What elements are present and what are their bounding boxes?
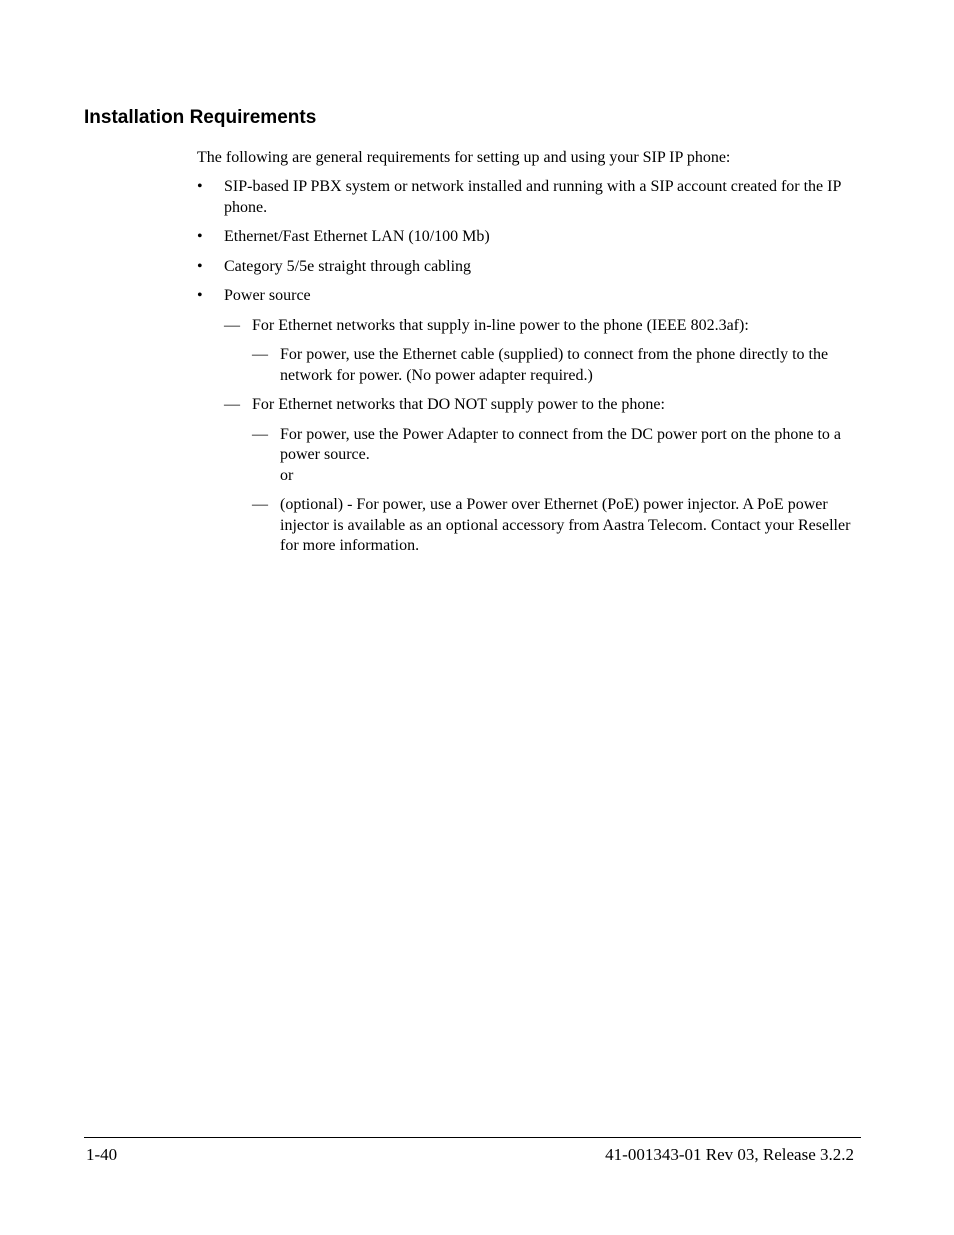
- list-item: [224, 395, 857, 557]
- bullet-icon: •: [197, 228, 203, 245]
- list-item: [252, 425, 857, 487]
- intro-paragraph: The following are general requirements for setting up and using your SIP IP phone:: [197, 149, 731, 166]
- bullet-icon: •: [197, 178, 203, 195]
- dash-icon: —: [224, 316, 240, 334]
- dash-icon: —: [224, 396, 240, 413]
- power-adapter-text: For power, use the Power Adapter to connect from the DC power port on the phone to a power source.: [280, 425, 841, 463]
- power-source-list: [224, 316, 857, 557]
- dash-icon: —: [252, 496, 268, 513]
- requirement-text: SIP-based IP PBX system or network installed and running with a SIP account created for the IP phone.: [224, 178, 841, 216]
- list-item: [224, 316, 857, 387]
- requirements-list: [197, 177, 857, 566]
- dash-icon: —: [252, 425, 268, 443]
- inline-power-label: For Ethernet networks that supply in-line power to the phone (IEEE 802.3af):: [252, 316, 749, 334]
- inline-power-list: [252, 345, 857, 386]
- bullet-icon: •: [197, 257, 203, 275]
- dash-icon: —: [252, 346, 268, 363]
- list-item: [252, 345, 857, 386]
- list-item: [252, 495, 857, 557]
- requirement-text: Category 5/5e straight through cabling: [224, 257, 472, 275]
- no-inline-power-label: For Ethernet networks that DO NOT supply power to the phone:: [252, 396, 665, 413]
- list-item: [197, 177, 857, 218]
- list-item: [197, 286, 857, 557]
- page-number: 1-40: [86, 1145, 118, 1164]
- footer-divider: [84, 1137, 861, 1138]
- or-text: or: [280, 466, 294, 484]
- list-item: [197, 257, 857, 278]
- section-heading: Installation Requirements: [84, 107, 317, 128]
- inline-power-text: For power, use the Ethernet cable (supplied) to connect from the phone directly to the network for power. (No power adapter required.): [280, 346, 829, 384]
- requirement-text: Power source: [224, 287, 311, 304]
- poe-injector-text: (optional) - For power, use a Power over Ethernet (PoE) power injector. A PoE power injector is available as an optional accessory from Aastra Telecom. Contact your Reseller for more information.: [280, 496, 851, 554]
- list-item: [197, 227, 857, 248]
- document-id: 41-001343-01 Rev 03, Release 3.2.2: [605, 1145, 854, 1164]
- requirement-text: Ethernet/Fast Ethernet LAN (10/100 Mb): [224, 228, 490, 245]
- bullet-icon: •: [197, 287, 203, 304]
- no-inline-power-list: [252, 425, 857, 557]
